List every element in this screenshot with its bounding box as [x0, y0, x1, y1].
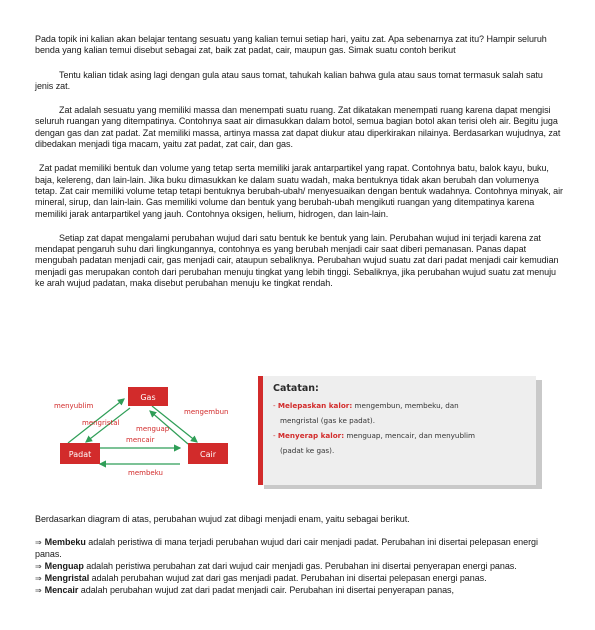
note-absorb-text: menguap, mencair, dan menyublim: [346, 431, 476, 440]
label-mencair: mencair: [126, 436, 155, 444]
label-membeku: membeku: [128, 469, 163, 477]
note-dash-icon: -: [273, 401, 276, 410]
note-release-line-2: [273, 413, 526, 428]
summary-section: [35, 514, 563, 597]
definition-item: [35, 537, 563, 560]
note-release-line: [273, 398, 526, 413]
note-release-text-2: mengristal (gas ke padat).: [280, 416, 375, 425]
label-menguap: menguap: [136, 425, 170, 433]
note-absorb-line: [273, 428, 526, 443]
definition-text: adalah peristiwa di mana terjadi perubahan wujud dari cair menjadi padat. Perubahan ini disertai pelepasan energi panas.: [35, 537, 538, 559]
label-mengristal: mengristal: [82, 419, 120, 427]
definition-term: Mengristal: [44, 573, 90, 584]
definition-term: Menguap: [44, 560, 84, 571]
state-label-gas: Gas: [140, 393, 156, 402]
phase-change-diagram: [52, 376, 248, 489]
note-absorb-line-2: [273, 443, 526, 458]
state-label-padat: Padat: [68, 450, 92, 459]
definition-text: adalah perubahan wujud zat dari gas menjadi padat. Perubahan ini disertai pelepasan energi panas.: [91, 573, 487, 584]
note-dash-icon: -: [273, 431, 276, 440]
note-release-text: mengembun, membeku, dan: [354, 401, 459, 410]
definition-term: Mencair: [44, 585, 79, 596]
definition-item: [35, 585, 563, 596]
definition-text: adalah peristiwa perubahan zat dari wujud cair menjadi gas. Perubahan ini disertai penyerapan energi panas.: [86, 560, 517, 571]
arrow-bullet-icon: ⇒: [35, 574, 42, 584]
note-release-term: Melepaskan kalor:: [277, 401, 353, 410]
definition-text: adalah perubahan wujud zat dari padat menjadi cair. Perubahan ini disertai penyerapan panas,: [80, 585, 454, 596]
paragraph-example: Tentu kalian tidak asing lagi dengan gula atau saus tomat, tahukah kalian bahwa gula atau saus tomat termasuk salah satu jenis zat.: [35, 69, 543, 91]
state-label-cair: Cair: [200, 450, 216, 459]
label-mengembun: mengembun: [184, 408, 229, 416]
arrow-bullet-icon: ⇒: [35, 561, 42, 571]
note-absorb-text-2: (padat ke gas).: [280, 446, 335, 455]
note-absorb-term: Menyerap kalor:: [277, 431, 345, 440]
phase-change-figure: [52, 376, 492, 489]
definition-item: [35, 561, 563, 572]
note-card: [258, 376, 536, 485]
paragraph-definition: Zat adalah sesuatu yang memiliki massa dan menempati suatu ruang. Zat dikatakan menempati ruang karena dapat mengisi seluruh ruangan yang ditempatinya. Contohnya saat air dimasukkan dalam botol, semua bagian botol akan terisi oleh air. Begitu juga dengan gas dan zat padat. Zat memiliki massa, artinya massa zat dapat diukur atau diperkirakan nilainya. Berdasarkan wujudnya, zat dibedakan menjadi tiga macam, yaitu zat padat, zat cair, dan gas.: [35, 105, 561, 150]
summary-intro: Berdasarkan diagram di atas, perubahan wujud zat dibagi menjadi enam, yaitu sebagai berikut.: [35, 514, 410, 524]
definition-term: Membeku: [44, 537, 86, 548]
arrow-bullet-icon: ⇒: [35, 586, 42, 596]
paragraph-states: Zat padat memiliki bentuk dan volume yang tetap serta memiliki jarak antarpartikel yang rapat. Contohnya batu, balok kayu, buku, baja, kelereng, dan lain-lain. Jika buku dimasukkan ke dalam suatu wadah, maka bentuknya tidak akan berubah dan volumenya tetap. Zat cair memiliki volume tetap tetapi bentuknya berubah-ubah/ menyesuaikan dengan bentuk wadahnya. Contohnya minyak, air mineral, sirup, dan lain-lain. Gas memiliki volume dan bentuk yang berubah-ubah mengikuti ruangan yang ditempatinya karena memiliki jarak antarpartikel yang jauh. Contohnya oksigen, helium, hidrogen, dan lain-lain.: [35, 163, 563, 219]
definition-item: [35, 573, 563, 584]
paragraph-intro: Pada topik ini kalian akan belajar tentang sesuatu yang kalian temui setiap hari, yaitu zat. Apa sebenarnya zat itu? Hampir seluruh benda yang kalian temui disebut sebagai zat, baik zat padat, cair, maupun gas. Simak suatu contoh berikut: [35, 34, 547, 56]
note-title: Catatan:: [273, 383, 319, 394]
arrow-bullet-icon: ⇒: [35, 538, 42, 548]
paragraph-changes: Setiap zat dapat mengalami perubahan wujud dari satu bentuk ke bentuk yang lain. Perubahan wujud ini terjadi karena zat mendapat pengaruh suhu dari lingkungannya, contohnya es yang berubah menjadi cair saat diberi pemanasan. Panas dapat mengubah padatan menjadi cair, gas menjadi cair, ataupun sebaliknya. Perubahan wujud suatu zat dari padat menjadi cair kemudian menjadi gas merupakan contoh dari perubahan menuju tingkat yang lebih tinggi. Sebaliknya, jika perubahan wujud suatu zat menuju ke arah wujud padatan, maka disebut perubahan menuju ke tingkat rendah.: [35, 232, 559, 289]
label-menyublim: menyublim: [54, 402, 94, 410]
document-body: [35, 34, 563, 289]
